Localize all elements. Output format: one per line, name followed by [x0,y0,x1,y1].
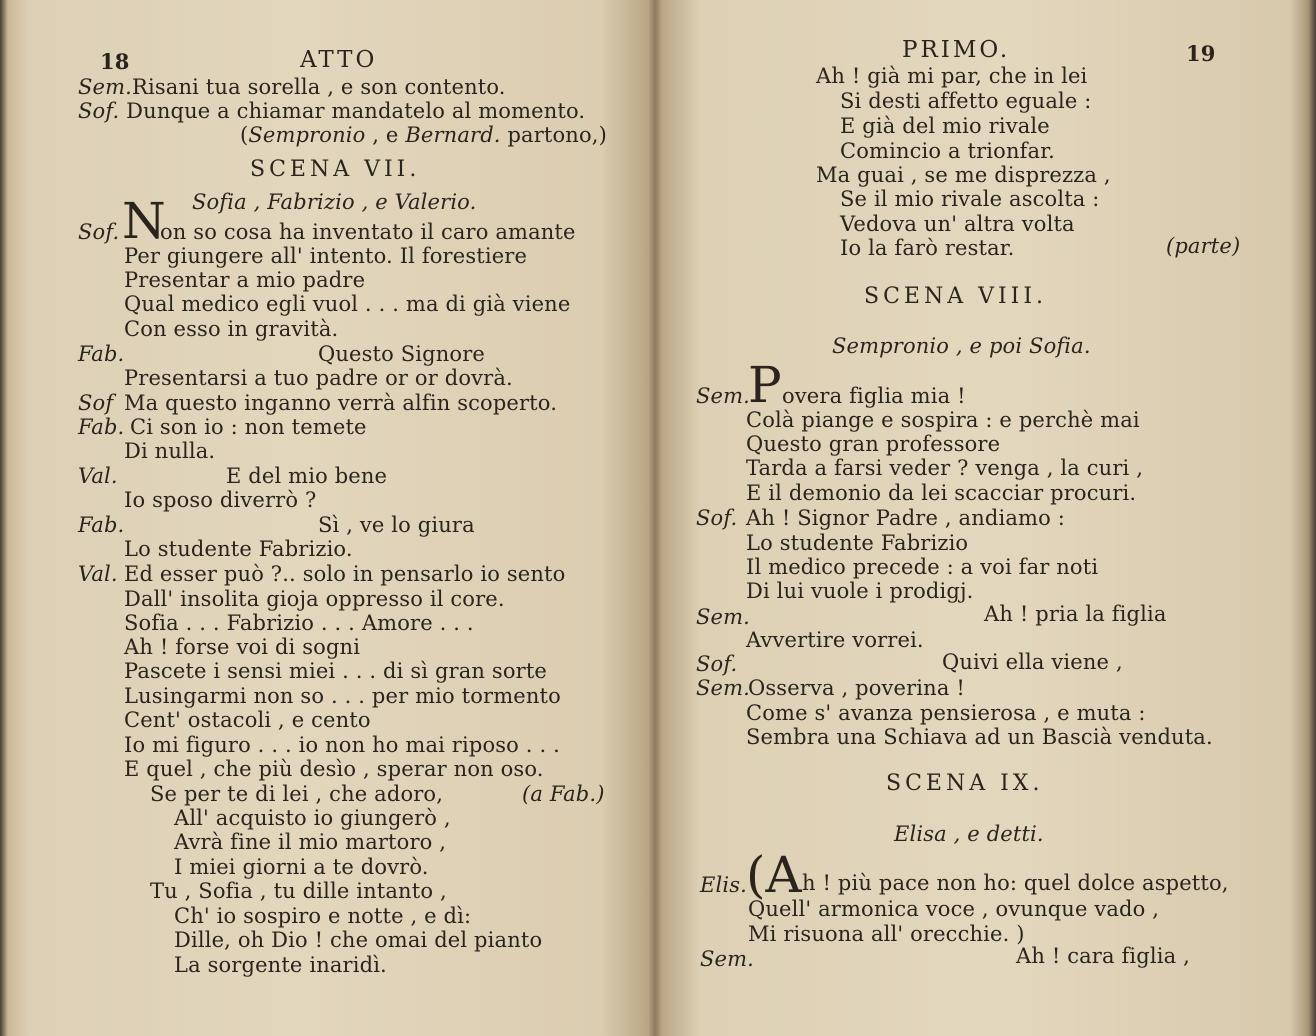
text-line: Ah ! pria la figlia [984,602,1167,626]
speaker: Sof. [696,652,738,676]
drop-capital: P [748,356,782,414]
speaker: Sem. [696,676,751,700]
running-head: PRIMO. [902,37,1011,63]
text-line: Presentar a mio padre [124,268,366,292]
speaker: Fab. [78,415,125,439]
text-line: Io la farò restar. [840,236,1015,260]
page-number: 18 [100,49,130,74]
stage-text: partono,) [500,123,607,147]
scene-cast: Sempronio , e poi Sofia. [832,334,1091,358]
text-line: Ed esser può ?.. solo in pensarlo io sento [124,562,566,586]
text-line: Dille, oh Dio ! che omai del pianto [174,928,543,952]
speaker: Elis. [700,873,747,897]
text-line: Quivi ella viene , [942,650,1123,674]
text-line: Tarda a farsi veder ? venga , la curi , [746,456,1144,480]
text-line: All' acquisto io giungerò , [174,806,451,830]
speaker: Val. [78,464,118,488]
speaker: Sof [78,391,114,415]
text-line: Quell' armonica voce , ovunque vado , [748,897,1160,921]
speaker: Sof. [78,220,120,244]
text-line: E del mio bene [226,464,388,488]
aside-direction: (parte) [1166,234,1241,258]
speaker: Sem. [696,384,751,408]
text-line: Lusingarmi non so . . . per mio tormento [124,684,561,708]
text-line: Di nulla. [124,439,216,463]
text-line: Si desti affetto eguale : [840,89,1092,113]
drop-capital: (A [746,846,802,904]
text-line: Comincio a trionfar. [840,139,1055,163]
speaker: Sof. [696,506,738,530]
line-text: h ! più pace non ho: quel dolce aspetto, [802,871,1229,895]
text-line: Con esso in gravità. [124,317,339,341]
scene-cast: Sofia , Fabrizio , e Valerio. [192,190,477,214]
line-text: on so cosa ha inventato il caro amante [160,220,576,244]
line-text: Dunque a chiamar mandatelo al momento. [126,99,586,123]
text-line: Di lui vuole i prodigj. [746,579,974,603]
text-line: Questo gran professore [746,432,1001,456]
text-line: Ma questo inganno verrà alfin scoperto. [124,391,558,415]
drop-capital: N [122,192,166,250]
text-line: Vedova un' altra volta [840,212,1075,236]
text-line: Il medico precede : a voi far noti [746,555,1099,579]
text-line: Ah ! Signor Padre , andiamo : [746,506,1065,530]
scene-heading: SCENA IX. [886,771,1044,796]
scene-heading: SCENA VII. [250,157,421,182]
text-line: Ah ! forse voi di sogni [124,635,361,659]
text-line: E già del mio rivale [840,114,1050,138]
text-line: Lo studente Fabrizio. [124,537,353,561]
text-line: Ma guai , se me disprezza , [816,163,1111,187]
text-line: Pascete i sensi miei . . . di sì gran sorte [124,659,547,683]
text-line: Dall' insolita gioja oppresso il core. [124,587,505,611]
running-head: ATTO [300,47,378,73]
speaker: Sof. [78,99,120,123]
scene-cast: Elisa , e detti. [894,822,1044,846]
text-line: Ah ! cara figlia , [1016,944,1190,968]
stage-name: Sempronio [248,123,366,147]
text-line: Ch' io sospiro e notte , e dì: [174,904,472,928]
text-line: Sofia . . . Fabrizio . . . Amore . . . [124,611,474,635]
text-line [78,75,506,99]
scene-heading: SCENA VIII. [864,284,1048,309]
line-text: Risani tua sorella , e son contento. [132,75,506,99]
speaker: Sem. [700,947,755,971]
text-line: Per giungere all' intento. Il forestiere [124,244,528,268]
text-line: La sorgente inaridì. [174,953,387,977]
text-line: Come s' avanza pensierosa , e muta : [746,701,1146,725]
text-line: Sembra una Schiava ad un Bascià venduta. [746,725,1213,749]
page-number: 19 [1186,41,1216,66]
text-line: Ah ! già mi par, che in lei [816,64,1088,88]
aside-direction: (a Fab.) [522,782,605,806]
text-line: I miei giorni a te dovrò. [174,855,429,879]
text-line: Sì , ve lo giura [318,513,475,537]
text-line: Colà piange e sospira : e perchè mai [746,408,1140,432]
text-line: Avvertire vorrei. [746,628,924,652]
right-page [658,0,1316,1036]
text-line: Avrà fine il mio martoro , [174,830,447,854]
stage-text: , e [365,123,406,147]
text-line: Lo studente Fabrizio [746,531,969,555]
speaker: Fab. [78,342,125,366]
text-line: Tu , Sofia , tu dille intanto , [150,879,447,903]
text-line: Io sposo diverrò ? [124,488,317,512]
stage-direction [240,123,607,147]
text-line: E quel , che più desìo , sperar non oso. [124,757,544,781]
speaker: Sem. [78,75,133,99]
text-line: Questo Signore [318,342,485,366]
text-line: E il demonio da lei scacciar procuri. [746,481,1137,505]
text-line: Ci son io : non temete [130,415,367,439]
text-line: Qual medico egli vuol . . . ma di già viene [124,292,571,316]
stage-name: Bernard. [405,123,501,147]
speaker: Val. [78,562,118,586]
left-page [0,0,655,1036]
text-line: Osserva , poverina ! [748,676,965,700]
text-line [78,220,119,244]
text-line: Presentarsi a tuo padre or or dovrà. [124,366,513,390]
text-line: Mi risuona all' orecchie. ) [748,922,1025,946]
paren: ( [240,123,249,147]
speaker: Fab. [78,513,125,537]
text-line: Cent' ostacoli , e cento [124,708,371,732]
text-line: Io mi figuro . . . io non ho mai riposo . . . [124,733,560,757]
text-line: Se per te di lei , che adoro, [150,782,444,806]
speaker: Sem. [696,605,751,629]
line-text: overa figlia mia ! [782,384,966,408]
text-line [78,99,585,123]
text-line: Se il mio rivale ascolta : [840,187,1100,211]
